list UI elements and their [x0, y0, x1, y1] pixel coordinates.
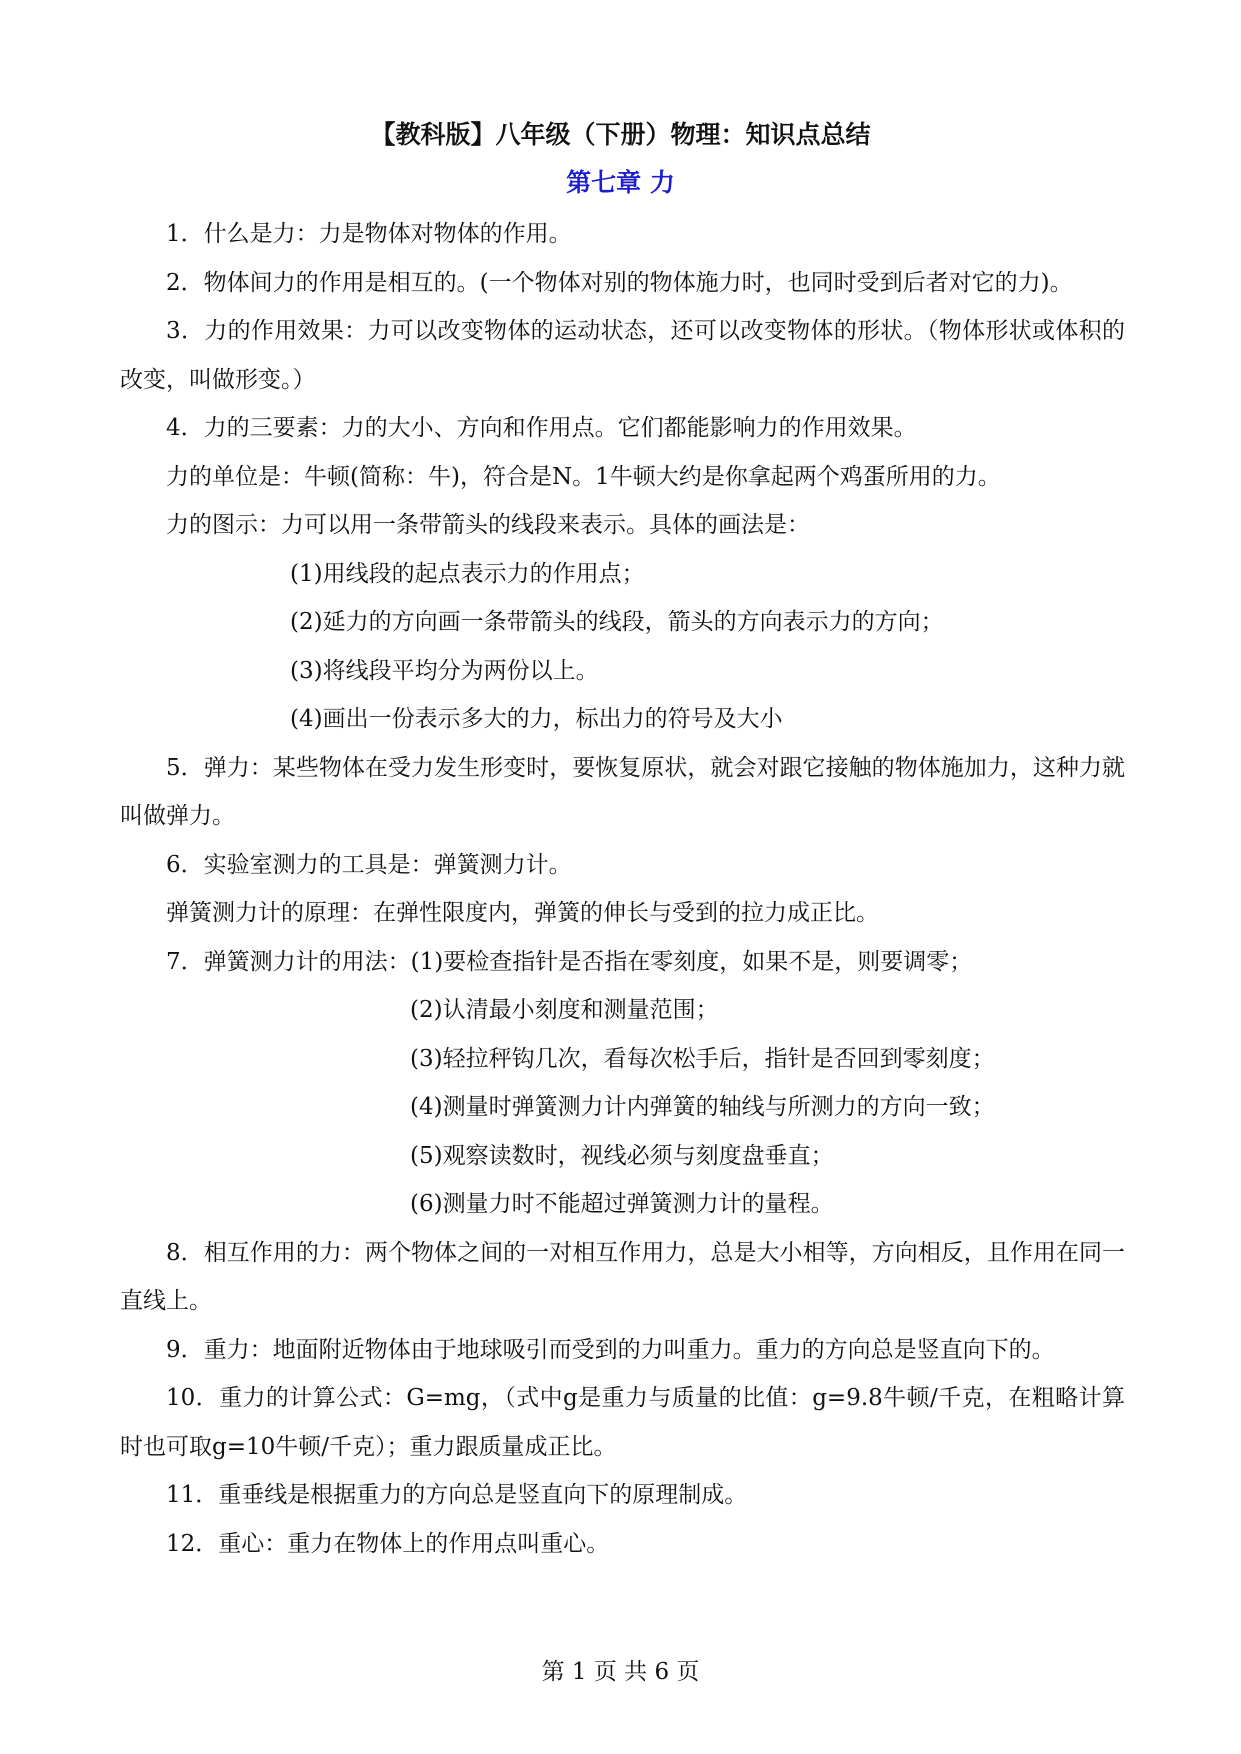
paragraph-6: 6．实验室测力的工具是：弹簧测力计。	[166, 851, 572, 878]
document-title: 【教科版】八年级（下册）物理：知识点总结	[370, 120, 871, 149]
paragraph-4: 4．力的三要素：力的大小、方向和作用点。它们都能影响力的作用效果。	[166, 415, 917, 441]
paragraph-8: 8．相互作用的力：两个物体之间的一对相互作用力，总是大小相等，方向相反，且作用在同一直线上。	[120, 1239, 1125, 1314]
paragraph-1: 1．什么是力：力是物体对物体的作用。	[166, 221, 572, 247]
chapter-heading: 第七章 力	[566, 168, 675, 197]
paragraph-12: 12．重心：重力在物体上的作用点叫重心。	[166, 1530, 610, 1557]
usage-step-3: (3)轻拉秤钩几次，看每次松手后，指针是否回到零刻度；	[410, 1045, 995, 1072]
force-diagram-line: 力的图示：力可以用一条带箭头的线段来表示。具体的画法是：	[166, 512, 810, 538]
spring-principle-line: 弹簧测力计的原理：在弹性限度内，弹簧的伸长与受到的拉力成正比。	[166, 900, 879, 926]
paragraph-2: 2．物体间力的作用是相互的。(一个物体对别的物体施力时，也同时受到后者对它的力)。	[166, 269, 1073, 296]
diagram-step-2: (2)延力的方向画一条带箭头的线段，箭头的方向表示力的方向；	[290, 609, 944, 635]
diagram-step-1: (1)用线段的起点表示力的作用点；	[290, 560, 645, 587]
usage-step-6: (6)测量力时不能超过弹簧测力计的量程。	[410, 1191, 834, 1217]
usage-step-2: (2)认清最小刻度和测量范围；	[410, 997, 719, 1023]
paragraph-9: 9．重力：地面附近物体由于地球吸引而受到的力叫重力。重力的方向总是竖直向下的。	[166, 1336, 1055, 1363]
diagram-step-3: (3)将线段平均分为两份以上。	[290, 657, 599, 684]
diagram-step-4: (4)画出一份表示多大的力，标出力的符号及大小	[290, 706, 783, 732]
document-body	[120, 210, 1125, 1568]
paragraph-5: 5．弹力：某些物体在受力发生形变时，要恢复原状，就会对跟它接触的物体施加力，这种力就叫做弹力。	[120, 754, 1125, 829]
usage-step-4: (4)测量时弹簧测力计内弹簧的轴线与所测力的方向一致；	[410, 1094, 995, 1120]
paragraph-10: 10．重力的计算公式：G=mg，（式中g是重力与质量的比值：g=9.8牛顿/千克，在粗略计算时也可取g=10牛顿/千克）；重力跟质量成正比。	[120, 1385, 1125, 1460]
paragraph-7: 7．弹簧测力计的用法：(1)要检查指针是否指在零刻度，如果不是，则要调零；	[166, 948, 973, 975]
force-unit-line: 力的单位是：牛顿(简称：牛)，符合是N。1牛顿大约是你拿起两个鸡蛋所用的力。	[166, 463, 1001, 490]
usage-step-5: (5)观察读数时，视线必须与刻度盘垂直；	[410, 1142, 834, 1169]
page-footer: 第 1 页 共 6 页	[541, 1659, 700, 1685]
paragraph-3: 3．力的作用效果：力可以改变物体的运动状态，还可以改变物体的形状。（物体形状或体积的改变，叫做形变。）	[120, 318, 1125, 393]
paragraph-11: 11．重垂线是根据重力的方向总是竖直向下的原理制成。	[166, 1482, 748, 1508]
